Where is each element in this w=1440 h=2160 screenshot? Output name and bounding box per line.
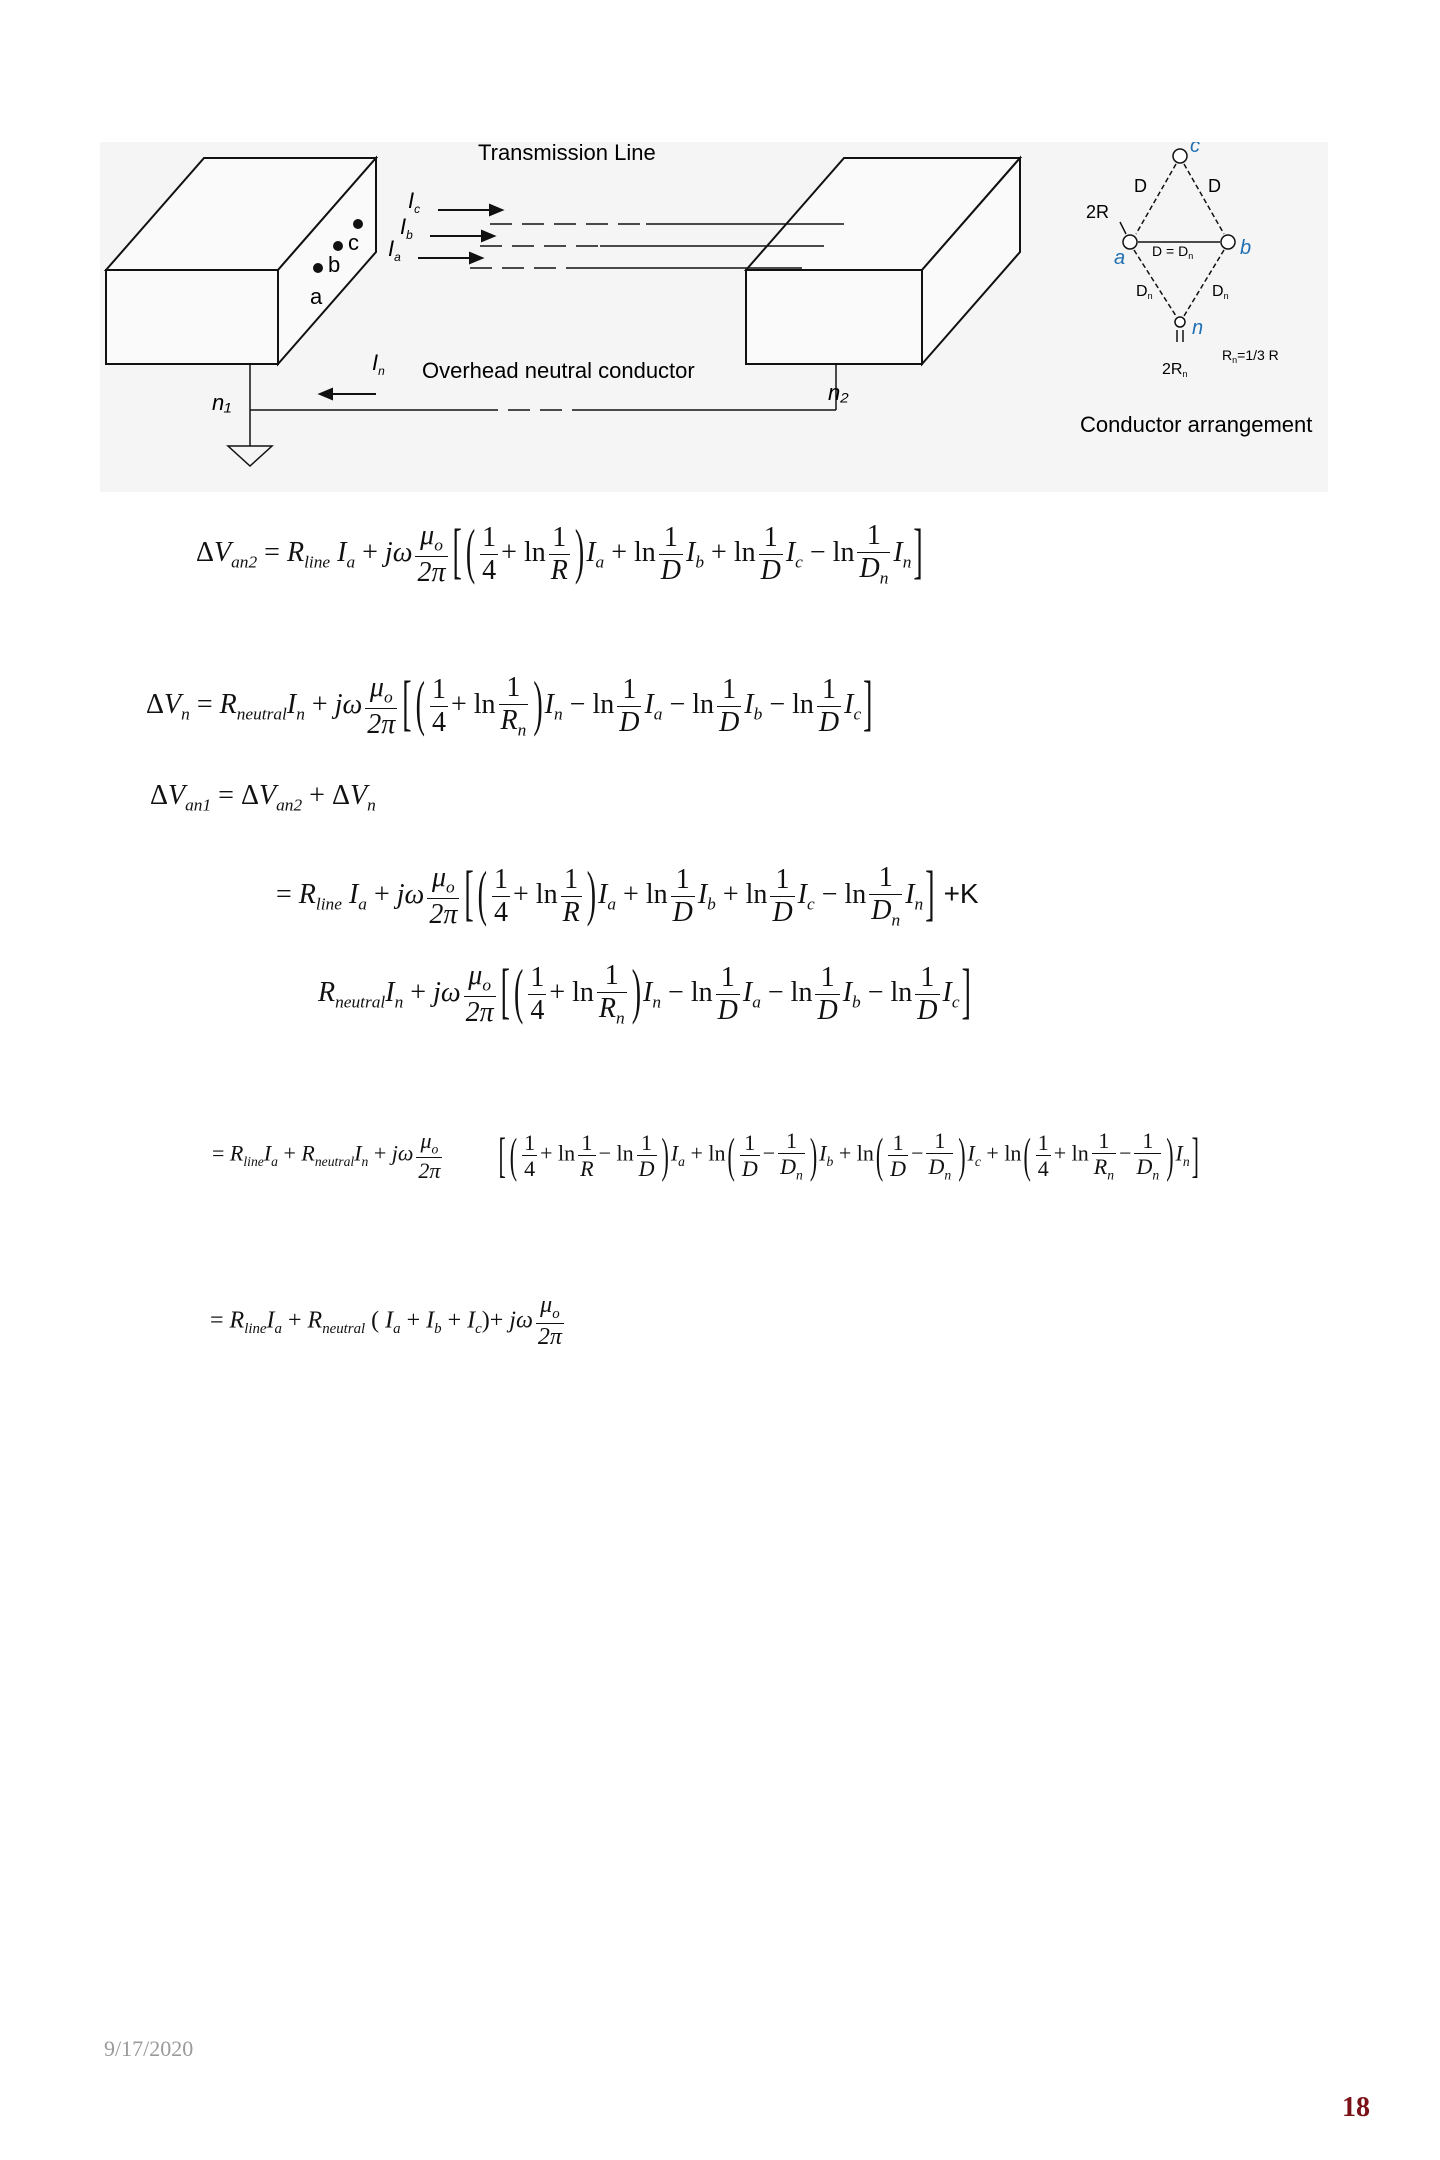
figure-panel: [100, 142, 1328, 492]
arr-d-left: D: [1134, 176, 1147, 196]
arr-2rn-label: 2Rn: [1162, 361, 1188, 379]
current-ib-label: $I_b$: [400, 214, 413, 242]
equation-expand-line: = $R_{line}$ $I_a + j\omega$ $\frac{\mu_o}{2\pi}$ [ ( $\frac{1}{4}$ + ln $\frac{1}{R}$ )$I_a + \ln$ $\frac{1}{D}$ $I_b + \ln$ $\frac{1}{D}$ $I_c - \ln$ $\frac{1}{D_n}$ $I_n] +K$: [276, 861, 979, 930]
right-box: [746, 158, 1020, 364]
equation-combined: = $R_{line}I_a + R_{neutral}I_n + j\omega$ $\frac{\mu_o}{2\pi}$ [ ( $\frac{1}{4}$ + ln $\frac{1}{R}$ − ln $\frac{1}{D}$ )$I_a + \ln$( $\frac{1}{D}$ − $\frac{1}{D_n}$ )$I_b + \ln$( $\frac{1}{D}$ − $\frac{1}{D_n}$ )$I_c + \ln$( $\frac{1}{4}$ + ln $\frac{1}{R_n}$ − $\frac{1}{D_n}$ )$I_n$]: [212, 1127, 1199, 1184]
equation-final: = $R_{line}I_a + R_{neutral}$ ( $I_a + I_b + I_c)+ j\omega$ $\frac{\mu_o}{2\pi}$: [210, 1292, 562, 1350]
arr-n-label: n: [1192, 317, 1204, 339]
page-number: 18: [1342, 2092, 1370, 2123]
arr-rn-label: $R_n=1/3$ R: [1222, 347, 1279, 365]
conductor-a-dot: [313, 263, 323, 273]
figure-title: Transmission Line: [478, 142, 656, 165]
equation-dv-an1: $\Delta V_{an1} = \Delta V_{an2} + \Delta V_n$: [150, 780, 376, 815]
arr-dn-right: Dn: [1212, 283, 1229, 301]
footer-date: 9/17/2020: [104, 2036, 194, 2061]
current-ia-label: $I_a$: [388, 236, 401, 264]
equation-dv-n: $\Delta V_n = R_{neutral}I_n + j\omega$ $\frac{\mu_o}{2\pi}$ [ ( $\frac{1}{4}$ + ln $\frac{1}{R_n}$ )$I_n - \ln$ $\frac{1}{D}$ $I_a - \ln$ $\frac{1}{D}$ $I_b - \ln$ $\frac{1}{D}$ $I_c$]: [146, 671, 873, 740]
arr-dn-left: Dn: [1136, 283, 1153, 301]
arrangement-caption: Conductor arrangement: [1080, 412, 1313, 437]
arr-2r-label: 2R: [1086, 202, 1110, 222]
transmission-line-diagram: [100, 142, 1328, 492]
phase-c-label: c: [348, 230, 359, 255]
arr-d-right: D: [1208, 176, 1221, 196]
plus-k-term: +K: [943, 877, 979, 909]
ground-icon: [228, 446, 272, 466]
conductor-c-dot: [353, 219, 363, 229]
neutral-label: Overhead neutral conductor: [422, 358, 695, 383]
arr-a-label: a: [1114, 247, 1126, 269]
conductor-b-dot: [333, 241, 343, 251]
arr-b-label: b: [1240, 237, 1252, 259]
arr-c-label: c: [1190, 142, 1200, 157]
current-in-label: $I_n$: [372, 350, 385, 378]
node-n2-label: n₂: [828, 380, 849, 405]
arr-ddn-label: $D = D_n$: [1152, 243, 1194, 261]
equation-dv-an2: $\Delta V_{an2} = R_{line}$ $I_a + j\omega$ $\frac{\mu_o}{2\pi}$ [ ( $\frac{1}{4}$ + ln $\frac{1}{R}$ )$I_a + \ln$ $\frac{1}{D}$ $I_b + \ln$ $\frac{1}{D}$ $I_c - \ln$ $\frac{1}{D_n}$ $I_n$]: [196, 519, 923, 588]
node-n1-label: n₁: [212, 390, 232, 415]
equation-expand-neutral: $R_{neutral}I_n + j\omega$ $\frac{\mu_o}{2\pi}$ [ ( $\frac{1}{4}$ + ln $\frac{1}{R_n}$ )$I_n - \ln$ $\frac{1}{D}$ $I_a - \ln$ $\frac{1}{D}$ $I_b - \ln$ $\frac{1}{D}$ $I_c$]: [318, 959, 971, 1028]
phase-a-label: a: [310, 284, 323, 309]
current-ic-label: $I_c$: [408, 188, 421, 216]
phase-b-label: b: [328, 252, 341, 277]
